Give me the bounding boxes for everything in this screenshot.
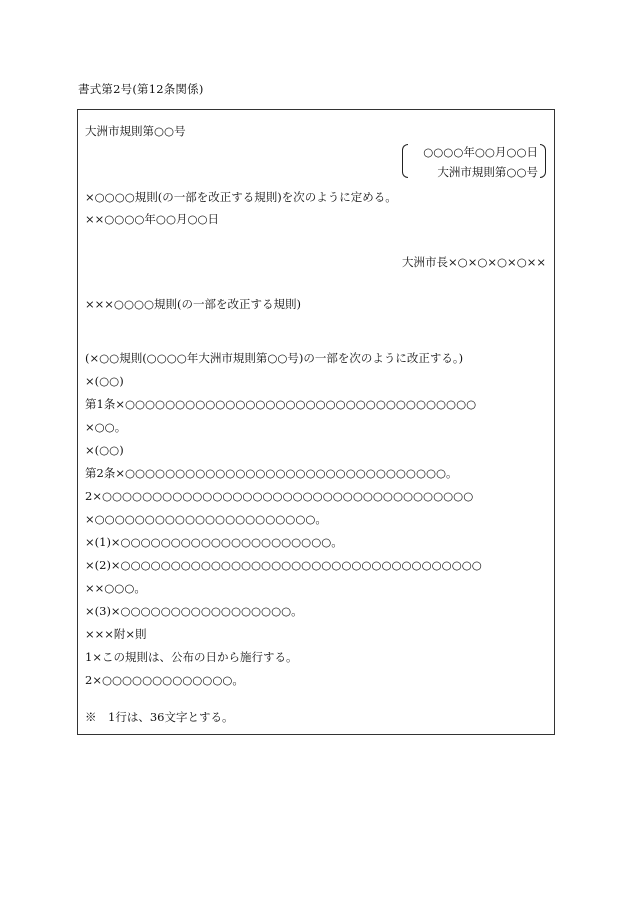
left-bracket-icon xyxy=(402,144,408,178)
item-3-line: ×(3)×○○○○○○○○○○○○○○○○○。 xyxy=(85,604,303,618)
paragraph-2-line-1: 2×○○○○○○○○○○○○○○○○○○○○○○○○○○○○○○○○○○○○○ xyxy=(85,489,474,503)
enactment-date: ××○○○○年○○月○○日 xyxy=(85,212,220,226)
item-2-line-1: ×(2)×○○○○○○○○○○○○○○○○○○○○○○○○○○○○○○○○○○○○ xyxy=(85,558,482,572)
paragraph-2-line-2: ×○○○○○○○○○○○○○○○○○○○○○○。 xyxy=(85,512,327,526)
promulgation-bracket xyxy=(402,142,546,180)
document-frame xyxy=(77,109,555,735)
supplementary-provisions-heading: ×××附×則 xyxy=(85,627,147,641)
article-1-line-1: 第1条×○○○○○○○○○○○○○○○○○○○○○○○○○○○○○○○○○○○ xyxy=(85,397,477,411)
article-2-line-1: 第2条×○○○○○○○○○○○○○○○○○○○○○○○○○○○○○○○○。 xyxy=(85,466,458,480)
item-1-line: ×(1)×○○○○○○○○○○○○○○○○○○○○○。 xyxy=(85,535,343,549)
mayor-signature: 大洲市長×○×○×○×○×× xyxy=(402,255,546,269)
article-1-line-2: ×○○。 xyxy=(85,420,127,434)
supplementary-item-2: 2×○○○○○○○○○○○○○。 xyxy=(85,673,244,687)
promulgation-rule-number: 大洲市規則第○○号 xyxy=(437,165,538,179)
promulgation-date: ○○○○年○○月○○日 xyxy=(423,145,538,159)
right-bracket-icon xyxy=(540,144,546,178)
form-title: 書式第2号(第12条関係) xyxy=(78,82,204,96)
enactment-text: ×○○○○規則(の一部を改正する規則)を次のように定める。 xyxy=(85,190,397,204)
amendment-intro: (×○○規則(○○○○年大洲市規則第○○号)の一部を次のように改正する。) xyxy=(85,351,464,365)
footnote: ※ 1行は、36文字とする。 xyxy=(85,710,234,724)
item-2-line-2: ××○○○。 xyxy=(85,581,146,595)
article-2-caption: ×(○○) xyxy=(85,443,124,457)
supplementary-item-1: 1×この規則は、公布の日から施行する。 xyxy=(85,650,298,664)
article-1-caption: ×(○○) xyxy=(85,374,124,388)
rule-title: ×××○○○○規則(の一部を改正する規則) xyxy=(85,297,302,311)
rule-number: 大洲市規則第○○号 xyxy=(85,124,186,138)
